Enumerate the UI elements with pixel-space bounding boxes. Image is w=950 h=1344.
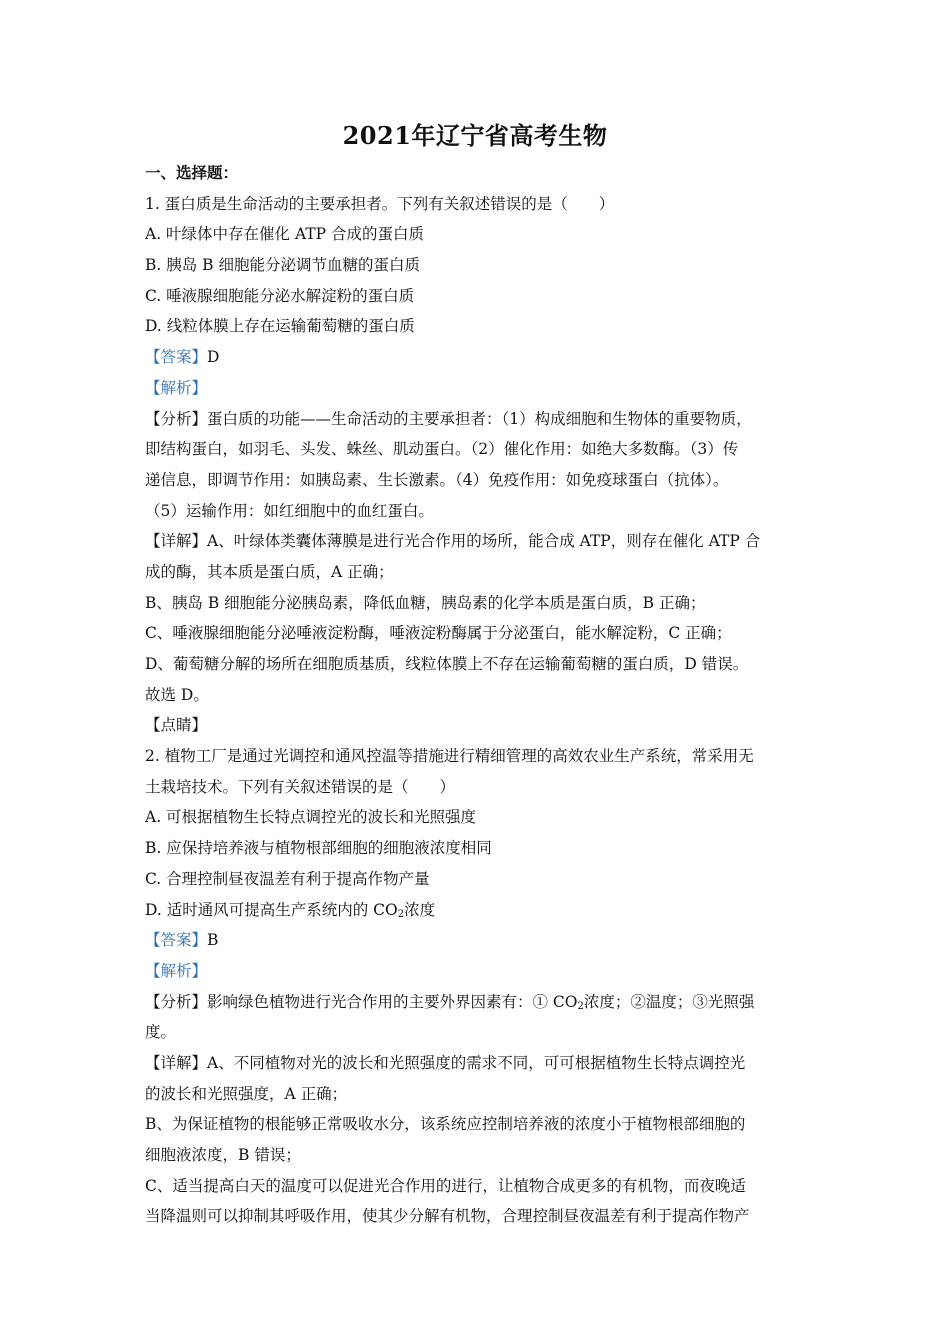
question-2-fenxi-line: [145, 987, 810, 1018]
question-2-stem-line: 土栽培技术。下列有关叙述错误的是（ ）: [145, 777, 456, 796]
answer-value: D: [207, 348, 220, 367]
answer-tag: 【答案】: [145, 348, 208, 367]
question-1-fenxi-line: 即结构蛋白，如羽毛、头发、蛛丝、肌动蛋白。（2）催化作用：如绝大多数酶。（3）传: [145, 440, 739, 459]
answer-value: B: [207, 931, 219, 950]
question-2-xiangjie-line: 的波长和光照强度，A 正确；: [145, 1084, 348, 1103]
question-2-stem-line: 2. 植物工厂是通过光调控和通风控温等措施进行精细管理的高效农业生产系统，常采用无: [145, 747, 754, 766]
document-body: [145, 158, 810, 1232]
question-1-option-d: D. 线粒体膜上存在运输葡萄糖的蛋白质: [145, 317, 415, 336]
subscript: 2: [397, 908, 405, 920]
page-title: 2021年辽宁省高考生物: [342, 121, 608, 150]
question-2-option-b: B. 应保持培养液与植物根部细胞的细胞液浓度相同: [145, 839, 492, 858]
question-1-dianjing: 【点睛】: [145, 716, 208, 735]
question-1-analysis-tag: 【解析】: [145, 378, 208, 397]
question-1-xiangjie-line: D、葡萄糖分解的场所在细胞质基质，线粒体膜上不存在运输葡萄糖的蛋白质，D 错误。: [145, 655, 749, 673]
question-2-xiangjie-line: C、适当提高白天的温度可以促进光合作用的进行，让植物合成更多的有机物，而夜晚适: [145, 1176, 746, 1195]
question-1-fenxi-line: 【分析】蛋白质的功能——生命活动的主要承担者：（1）构成细胞和生物体的重要物质，: [145, 409, 752, 428]
section-heading: 一、选择题：: [145, 163, 239, 182]
question-2-analysis-tag: 【解析】: [145, 961, 208, 980]
question-1-option-c: C. 唾液腺细胞能分泌水解淀粉的蛋白质: [145, 286, 415, 305]
question-1-fenxi-line: （5）运输作用：如红细胞中的血红蛋白。: [145, 501, 434, 520]
question-1-answer: [145, 342, 810, 373]
question-1-xiangjie-line: 故选 D。: [145, 685, 209, 704]
question-2-option-c: C. 合理控制昼夜温差有利于提高作物产量: [145, 869, 430, 888]
question-1-xiangjie-line: 【详解】A、叶绿体类囊体薄膜是进行光合作用的场所，能合成 ATP，则存在催化 ATP 合: [145, 532, 761, 551]
question-2-xiangjie-line: 当降温则可以抑制其呼吸作用，使其少分解有机物，合理控制昼夜温差有利于提高作物产: [145, 1207, 750, 1226]
question-1-xiangjie-line: B、胰岛 B 细胞能分泌胰岛素，降低血糖，胰岛素的化学本质是蛋白质，B 正确；: [145, 593, 706, 612]
fenxi-text: 【分析】影响绿色植物进行光合作用的主要外界因素有：① CO: [145, 992, 578, 1011]
question-1-option-a: A. 叶绿体中存在催化 ATP 合成的蛋白质: [145, 225, 425, 244]
answer-tag: 【答案】: [145, 931, 208, 950]
question-1-stem: 1. 蛋白质是生命活动的主要承担者。下列有关叙述错误的是（ ）: [145, 194, 615, 213]
question-1-xiangjie-line: C、唾液腺细胞能分泌唾液淀粉酶，唾液淀粉酶属于分泌蛋白，能水解淀粉，C 正确；: [145, 624, 732, 643]
question-1-option-b: B. 胰岛 B 细胞能分泌调节血糖的蛋白质: [145, 256, 420, 275]
question-2-xiangjie-line: B、为保证植物的根能够正常吸收水分，该系统应控制培养液的浓度小于植物根部细胞的: [145, 1115, 746, 1134]
question-2-option-d: [145, 895, 810, 926]
question-2-xiangjie-line: 【详解】A、不同植物对光的波长和光照强度的需求不同，可可根据植物生长特点调控光: [145, 1053, 746, 1072]
question-2-answer: [145, 925, 810, 956]
question-2-fenxi-line: 度。: [145, 1023, 177, 1042]
question-2-option-a: A. 可根据植物生长特点调控光的波长和光照强度: [145, 808, 477, 827]
question-1-xiangjie-line: 成的酶，其本质是蛋白质，A 正确；: [145, 562, 394, 581]
option-d-text-end: 浓度: [404, 900, 436, 919]
fenxi-text-end: 浓度；②温度；③光照强: [583, 992, 755, 1011]
option-d-text: D. 适时通风可提高生产系统内的 CO: [145, 900, 398, 919]
subscript: 2: [577, 1000, 584, 1012]
question-2-xiangjie-line: 细胞液浓度，B 错误；: [145, 1146, 301, 1164]
question-1-fenxi-line: 递信息，即调节作用：如胰岛素、生长激素。（4）免疫作用：如免疫球蛋白（抗体）。: [145, 470, 729, 489]
